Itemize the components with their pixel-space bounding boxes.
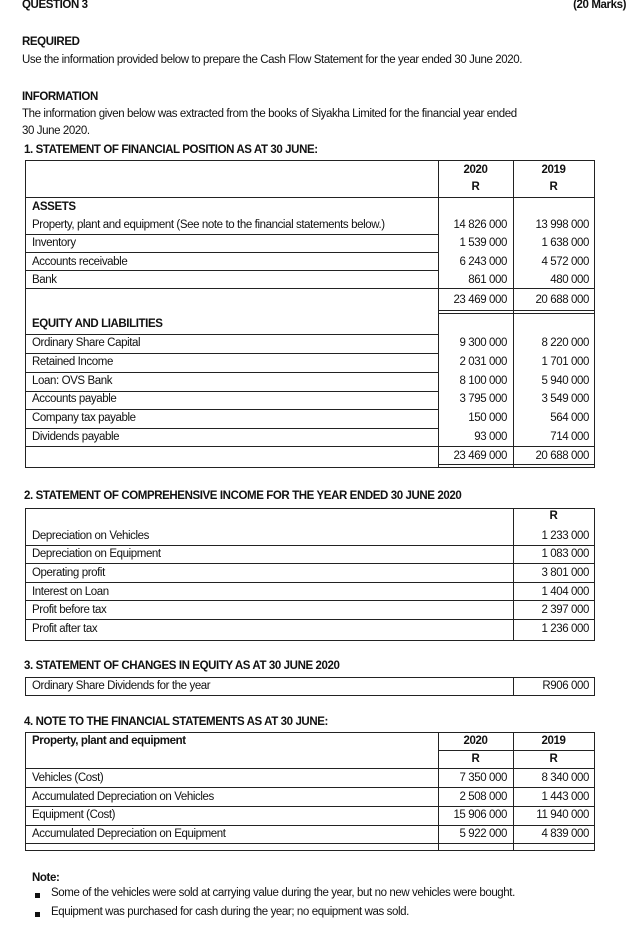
note-value-2020: 5 922 000 bbox=[459, 828, 507, 840]
sofp-col-2020: 2020 bbox=[463, 164, 488, 176]
marks-label: (20 Marks) bbox=[573, 0, 626, 11]
asset-value-2019: 4 572 000 bbox=[541, 256, 589, 268]
eql-value-2020: 9 300 000 bbox=[459, 337, 507, 349]
information-line-1: The information given below was extracted from the books of Siyakha Limited for the financial year ended bbox=[22, 108, 517, 120]
sofp-currency-2019: R bbox=[549, 181, 558, 193]
eql-label: Ordinary Share Capital bbox=[32, 337, 141, 349]
equity-liabilities-heading: EQUITY AND LIABILITIES bbox=[32, 318, 163, 330]
asset-value-2020: 1 539 000 bbox=[459, 237, 507, 249]
required-heading: REQUIRED bbox=[22, 36, 80, 48]
soci-value: 1 404 000 bbox=[541, 586, 589, 598]
soci-value: 1 236 000 bbox=[541, 623, 589, 635]
note-label: Accumulated Depreciation on Equipment bbox=[32, 828, 226, 840]
eql-label: Loan: OVS Bank bbox=[32, 375, 113, 387]
soci-label: Profit after tax bbox=[32, 623, 98, 635]
soce-title: 3. STATEMENT OF CHANGES IN EQUITY AS AT 30 JUNE 2020 bbox=[24, 660, 340, 672]
note-value-2020: 15 906 000 bbox=[453, 809, 507, 821]
soci-value: 1 233 000 bbox=[541, 530, 589, 542]
eql-value-2020: 8 100 000 bbox=[459, 375, 507, 387]
soce-value: R906 000 bbox=[542, 680, 589, 692]
asset-value-2020: 6 243 000 bbox=[459, 256, 507, 268]
note-currency-2019: R bbox=[549, 753, 558, 765]
asset-label: Property, plant and equipment (See note to the financial statements below.) bbox=[32, 219, 385, 231]
asset-label: Accounts receivable bbox=[32, 256, 128, 268]
eql-value-2020: 150 000 bbox=[468, 412, 507, 424]
soci-label: Operating profit bbox=[32, 567, 105, 579]
note-col-2019: 2019 bbox=[541, 735, 566, 747]
sofp-col-2019: 2019 bbox=[541, 164, 566, 176]
soci-label: Depreciation on Equipment bbox=[32, 548, 161, 560]
bullet-icon bbox=[35, 912, 40, 917]
eql-value-2020: 2 031 000 bbox=[459, 356, 507, 368]
sofp-currency-2020: R bbox=[471, 181, 480, 193]
note-label: Accumulated Depreciation on Vehicles bbox=[32, 791, 214, 803]
eql-value-2019: 3 549 000 bbox=[541, 393, 589, 405]
eql-value-2019: 1 701 000 bbox=[541, 356, 589, 368]
soci-currency: R bbox=[549, 510, 558, 522]
note-col-2020: 2020 bbox=[463, 735, 488, 747]
information-line-2: 30 June 2020. bbox=[22, 125, 90, 137]
asset-value-2020: 14 826 000 bbox=[453, 219, 507, 231]
footnote-item: Some of the vehicles were sold at carrying value during the year, but no new vehicles were bought. bbox=[51, 887, 515, 899]
eql-value-2020: 3 795 000 bbox=[459, 393, 507, 405]
eql-value-2019: 5 940 000 bbox=[541, 375, 589, 387]
assets-total-2020: 23 469 000 bbox=[453, 294, 507, 306]
soce-label: Ordinary Share Dividends for the year bbox=[32, 680, 211, 692]
required-text: Use the information provided below to prepare the Cash Flow Statement for the year ended 30 June 2020. bbox=[22, 54, 523, 66]
eql-value-2019: 8 220 000 bbox=[541, 337, 589, 349]
footnote-item: Equipment was purchased for cash during the year; no equipment was sold. bbox=[51, 906, 409, 918]
footnote-heading: Note: bbox=[32, 872, 60, 884]
eql-label: Dividends payable bbox=[32, 431, 120, 443]
bullet-icon bbox=[35, 893, 40, 898]
note-currency-2020: R bbox=[471, 753, 480, 765]
information-heading: INFORMATION bbox=[22, 91, 98, 103]
soci-label: Profit before tax bbox=[32, 604, 107, 616]
note-value-2020: 7 350 000 bbox=[459, 772, 507, 784]
note-value-2019: 1 443 000 bbox=[541, 791, 589, 803]
eql-total-2019: 20 688 000 bbox=[535, 450, 589, 462]
note-value-2019: 8 340 000 bbox=[541, 772, 589, 784]
soci-value: 3 801 000 bbox=[541, 567, 589, 579]
asset-label: Bank bbox=[32, 274, 57, 286]
eql-label: Accounts payable bbox=[32, 393, 117, 405]
assets-total-2019: 20 688 000 bbox=[535, 294, 589, 306]
asset-value-2020: 861 000 bbox=[468, 274, 507, 286]
note-heading: Property, plant and equipment bbox=[32, 735, 186, 747]
asset-label: Inventory bbox=[32, 237, 76, 249]
sofp-title: 1. STATEMENT OF FINANCIAL POSITION AS AT 30 JUNE: bbox=[24, 144, 318, 156]
eql-label: Company tax payable bbox=[32, 412, 136, 424]
question-label: QUESTION 3 bbox=[22, 0, 88, 11]
asset-value-2019: 1 638 000 bbox=[541, 237, 589, 249]
eql-label: Retained Income bbox=[32, 356, 113, 368]
eql-value-2019: 564 000 bbox=[550, 412, 589, 424]
note-label: Equipment (Cost) bbox=[32, 809, 116, 821]
eql-total-2020: 23 469 000 bbox=[453, 450, 507, 462]
eql-value-2020: 93 000 bbox=[474, 431, 507, 443]
soci-label: Depreciation on Vehicles bbox=[32, 530, 149, 542]
note-label: Vehicles (Cost) bbox=[32, 772, 104, 784]
asset-value-2019: 13 998 000 bbox=[535, 219, 589, 231]
soci-value: 1 083 000 bbox=[541, 548, 589, 560]
assets-heading: ASSETS bbox=[32, 201, 76, 213]
soci-label: Interest on Loan bbox=[32, 586, 109, 598]
asset-value-2019: 480 000 bbox=[550, 274, 589, 286]
soci-title: 2. STATEMENT OF COMPREHENSIVE INCOME FOR THE YEAR ENDED 30 JUNE 2020 bbox=[24, 490, 462, 502]
note-value-2020: 2 508 000 bbox=[459, 791, 507, 803]
note-title: 4. NOTE TO THE FINANCIAL STATEMENTS AS AT 30 JUNE: bbox=[24, 716, 328, 728]
note-value-2019: 4 839 000 bbox=[541, 828, 589, 840]
note-value-2019: 11 940 000 bbox=[536, 809, 589, 821]
eql-value-2019: 714 000 bbox=[550, 431, 589, 443]
soci-value: 2 397 000 bbox=[541, 604, 589, 616]
